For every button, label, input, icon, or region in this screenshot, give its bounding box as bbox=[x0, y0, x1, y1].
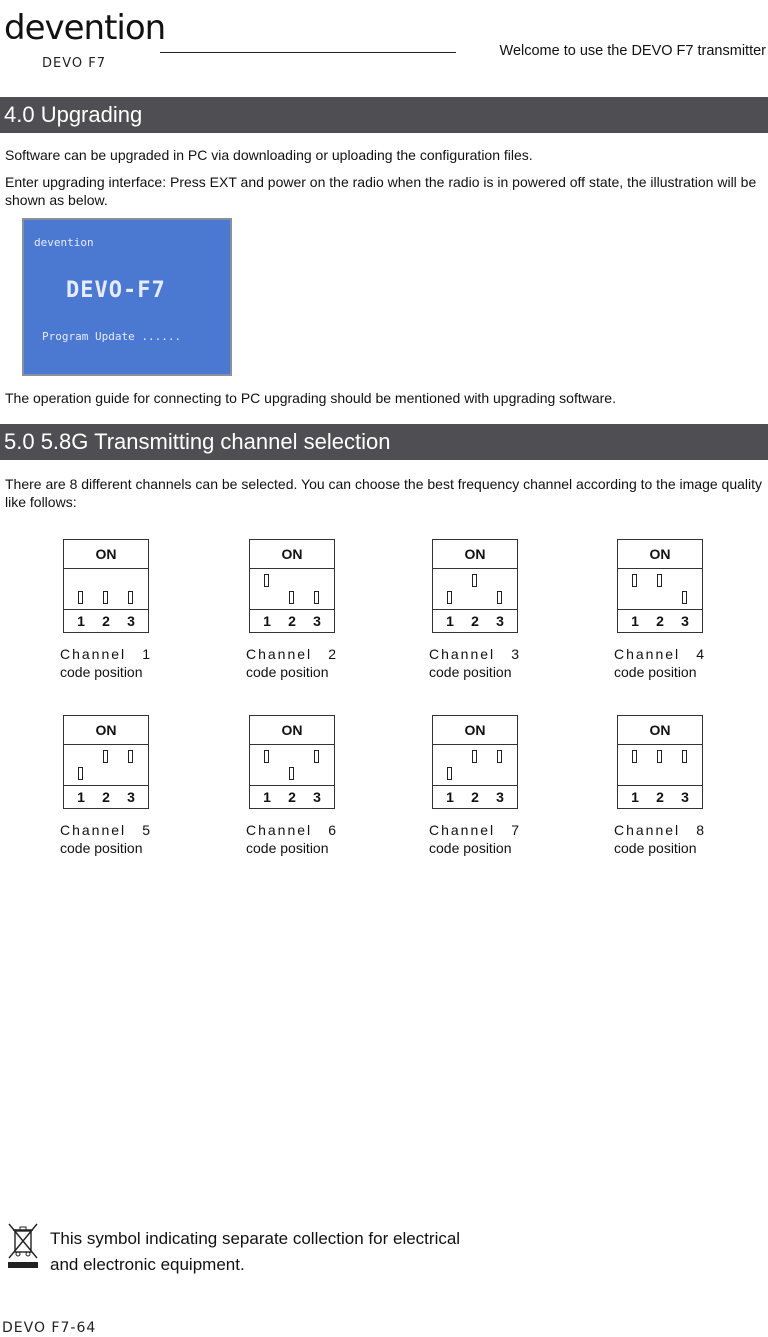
dip-switch-numbers bbox=[64, 786, 148, 810]
dip-switch-number: 3 bbox=[496, 789, 504, 805]
dip-switch-area bbox=[64, 569, 148, 610]
dip-on-label: ON bbox=[250, 716, 334, 745]
channel-caption-4 bbox=[614, 645, 706, 681]
dip-on-label: ON bbox=[250, 540, 334, 569]
dip-switch-1 bbox=[447, 591, 452, 604]
dip-switch-1 bbox=[78, 767, 83, 780]
dip-switch-number: 3 bbox=[127, 789, 135, 805]
dip-switch-number: 2 bbox=[656, 613, 664, 629]
crossed-out-wheelie-bin-icon bbox=[6, 1222, 40, 1270]
dip-switch-channel-2 bbox=[249, 539, 335, 633]
dip-on-label: ON bbox=[64, 716, 148, 745]
channel-name: Channel bbox=[429, 646, 496, 662]
upgrading-intro: Software can be upgraded in PC via downloading or uploading the configuration files. bbox=[5, 147, 533, 163]
dip-switch-2 bbox=[472, 574, 477, 587]
dip-switch-2 bbox=[289, 767, 294, 780]
logo-wordmark: devention bbox=[4, 8, 166, 48]
dip-switch-number: 1 bbox=[77, 789, 85, 805]
channel-name: Channel bbox=[60, 646, 127, 662]
dip-switch-area bbox=[618, 745, 702, 786]
dip-switch-number: 1 bbox=[631, 613, 639, 629]
channel-number: 8 bbox=[696, 822, 706, 838]
channel-number: 6 bbox=[328, 822, 338, 838]
dip-switch-2 bbox=[472, 750, 477, 763]
channel-code-position: code position bbox=[614, 664, 697, 680]
dip-switch-number: 1 bbox=[263, 613, 271, 629]
weee-line-2: and electronic equipment. bbox=[50, 1255, 245, 1274]
channel-code-position: code position bbox=[60, 840, 143, 856]
dip-switch-number: 3 bbox=[313, 789, 321, 805]
dip-switch-numbers bbox=[433, 610, 517, 634]
devention-logo bbox=[4, 0, 165, 56]
screen-brand: devention bbox=[34, 236, 94, 249]
dip-switch-number: 2 bbox=[471, 789, 479, 805]
dip-switch-1 bbox=[632, 574, 637, 587]
channel-caption-2 bbox=[246, 645, 338, 681]
dip-switch-number: 2 bbox=[656, 789, 664, 805]
dip-switch-2 bbox=[657, 750, 662, 763]
section-heading-channel: 5.0 5.8G Transmitting channel selection bbox=[0, 424, 768, 460]
dip-switch-area bbox=[433, 569, 517, 610]
dip-switch-channel-8 bbox=[617, 715, 703, 809]
dip-switch-area bbox=[250, 745, 334, 786]
dip-switch-channel-7 bbox=[432, 715, 518, 809]
dip-switch-numbers bbox=[618, 786, 702, 810]
dip-switch-number: 2 bbox=[102, 613, 110, 629]
channel-caption-5 bbox=[60, 821, 152, 857]
dip-switch-number: 1 bbox=[446, 789, 454, 805]
dip-switch-3 bbox=[314, 591, 319, 604]
channel-name: Channel bbox=[246, 646, 313, 662]
dip-switch-numbers bbox=[250, 786, 334, 810]
weee-line-1: This symbol indicating separate collection for electrical bbox=[50, 1229, 461, 1248]
channel-name: Channel bbox=[614, 646, 681, 662]
channel-code-position: code position bbox=[429, 664, 512, 680]
dip-switch-numbers bbox=[618, 610, 702, 634]
dip-switch-channel-5 bbox=[63, 715, 149, 809]
channel-intro: There are 8 different channels can be selected. You can choose the best frequency channel according to the image quality like follows: bbox=[5, 476, 763, 510]
dip-on-label: ON bbox=[433, 716, 517, 745]
dip-switch-1 bbox=[78, 591, 83, 604]
channel-name: Channel bbox=[614, 822, 681, 838]
section-heading-upgrading: 4.0 Upgrading bbox=[0, 97, 768, 133]
header-rule bbox=[160, 52, 456, 53]
channel-caption-8 bbox=[614, 821, 706, 857]
dip-switch-1 bbox=[447, 767, 452, 780]
dip-switch-number: 2 bbox=[102, 789, 110, 805]
upgrade-screen-illustration bbox=[22, 218, 232, 376]
dip-switch-number: 2 bbox=[288, 613, 296, 629]
dip-switch-3 bbox=[128, 591, 133, 604]
channel-caption-1 bbox=[60, 645, 152, 681]
dip-switch-channel-3 bbox=[432, 539, 518, 633]
dip-on-label: ON bbox=[433, 540, 517, 569]
dip-on-label: ON bbox=[618, 540, 702, 569]
dip-switch-number: 3 bbox=[313, 613, 321, 629]
channel-name: Channel bbox=[429, 822, 496, 838]
dip-switch-numbers bbox=[433, 786, 517, 810]
dip-switch-area bbox=[433, 745, 517, 786]
dip-switch-numbers bbox=[250, 610, 334, 634]
channel-number: 7 bbox=[511, 822, 521, 838]
dip-switch-channel-4 bbox=[617, 539, 703, 633]
dip-switch-3 bbox=[682, 750, 687, 763]
dip-switch-3 bbox=[128, 750, 133, 763]
channel-code-position: code position bbox=[246, 664, 329, 680]
channel-caption-6 bbox=[246, 821, 338, 857]
channel-number: 1 bbox=[142, 646, 152, 662]
dip-on-label: ON bbox=[618, 716, 702, 745]
dip-switch-2 bbox=[103, 750, 108, 763]
upgrading-guide-note: The operation guide for connecting to PC upgrading should be mentioned with upgrading software. bbox=[5, 390, 616, 406]
dip-switch-number: 2 bbox=[471, 613, 479, 629]
screen-status: Program Update ...... bbox=[42, 330, 182, 343]
dip-switch-area bbox=[250, 569, 334, 610]
dip-switch-channel-1 bbox=[63, 539, 149, 633]
dip-switch-2 bbox=[289, 591, 294, 604]
dip-switch-number: 3 bbox=[496, 613, 504, 629]
dip-switch-3 bbox=[497, 750, 502, 763]
dip-switch-number: 1 bbox=[631, 789, 639, 805]
dip-switch-area bbox=[618, 569, 702, 610]
channel-name: Channel bbox=[60, 822, 127, 838]
channel-code-position: code position bbox=[429, 840, 512, 856]
channel-code-position: code position bbox=[246, 840, 329, 856]
dip-switch-3 bbox=[682, 591, 687, 604]
logo-model: DEVO F7 bbox=[42, 56, 107, 71]
dip-switch-3 bbox=[314, 750, 319, 763]
channel-number: 4 bbox=[696, 646, 706, 662]
dip-switch-3 bbox=[497, 591, 502, 604]
page-footer: DEVO F7-64 bbox=[2, 1320, 97, 1336]
dip-switch-number: 1 bbox=[263, 789, 271, 805]
channel-number: 2 bbox=[328, 646, 338, 662]
dip-switch-number: 3 bbox=[127, 613, 135, 629]
header-title: Welcome to use the DEVO F7 transmitter bbox=[499, 43, 766, 59]
channel-number: 5 bbox=[142, 822, 152, 838]
dip-on-label: ON bbox=[64, 540, 148, 569]
dip-switch-area bbox=[64, 745, 148, 786]
dip-switch-channel-6 bbox=[249, 715, 335, 809]
dip-switch-number: 1 bbox=[77, 613, 85, 629]
channel-code-position: code position bbox=[60, 664, 143, 680]
dip-switch-number: 3 bbox=[681, 613, 689, 629]
upgrading-instructions: Enter upgrading interface: Press EXT and power on the radio when the radio is in powered off state, the illustration will be shown as below. bbox=[5, 174, 757, 208]
dip-switch-number: 3 bbox=[681, 789, 689, 805]
dip-switch-2 bbox=[103, 591, 108, 604]
weee-notice bbox=[50, 1226, 460, 1278]
dip-switch-1 bbox=[632, 750, 637, 763]
dip-switch-number: 1 bbox=[446, 613, 454, 629]
channel-caption-7 bbox=[429, 821, 521, 857]
dip-switch-number: 2 bbox=[288, 789, 296, 805]
channel-number: 3 bbox=[511, 646, 521, 662]
dip-switch-1 bbox=[264, 750, 269, 763]
dip-switch-numbers bbox=[64, 610, 148, 634]
channel-caption-3 bbox=[429, 645, 521, 681]
dip-switch-2 bbox=[657, 574, 662, 587]
screen-model: DEVO-F7 bbox=[66, 278, 166, 303]
dip-switch-1 bbox=[264, 574, 269, 587]
channel-name: Channel bbox=[246, 822, 313, 838]
channel-code-position: code position bbox=[614, 840, 697, 856]
